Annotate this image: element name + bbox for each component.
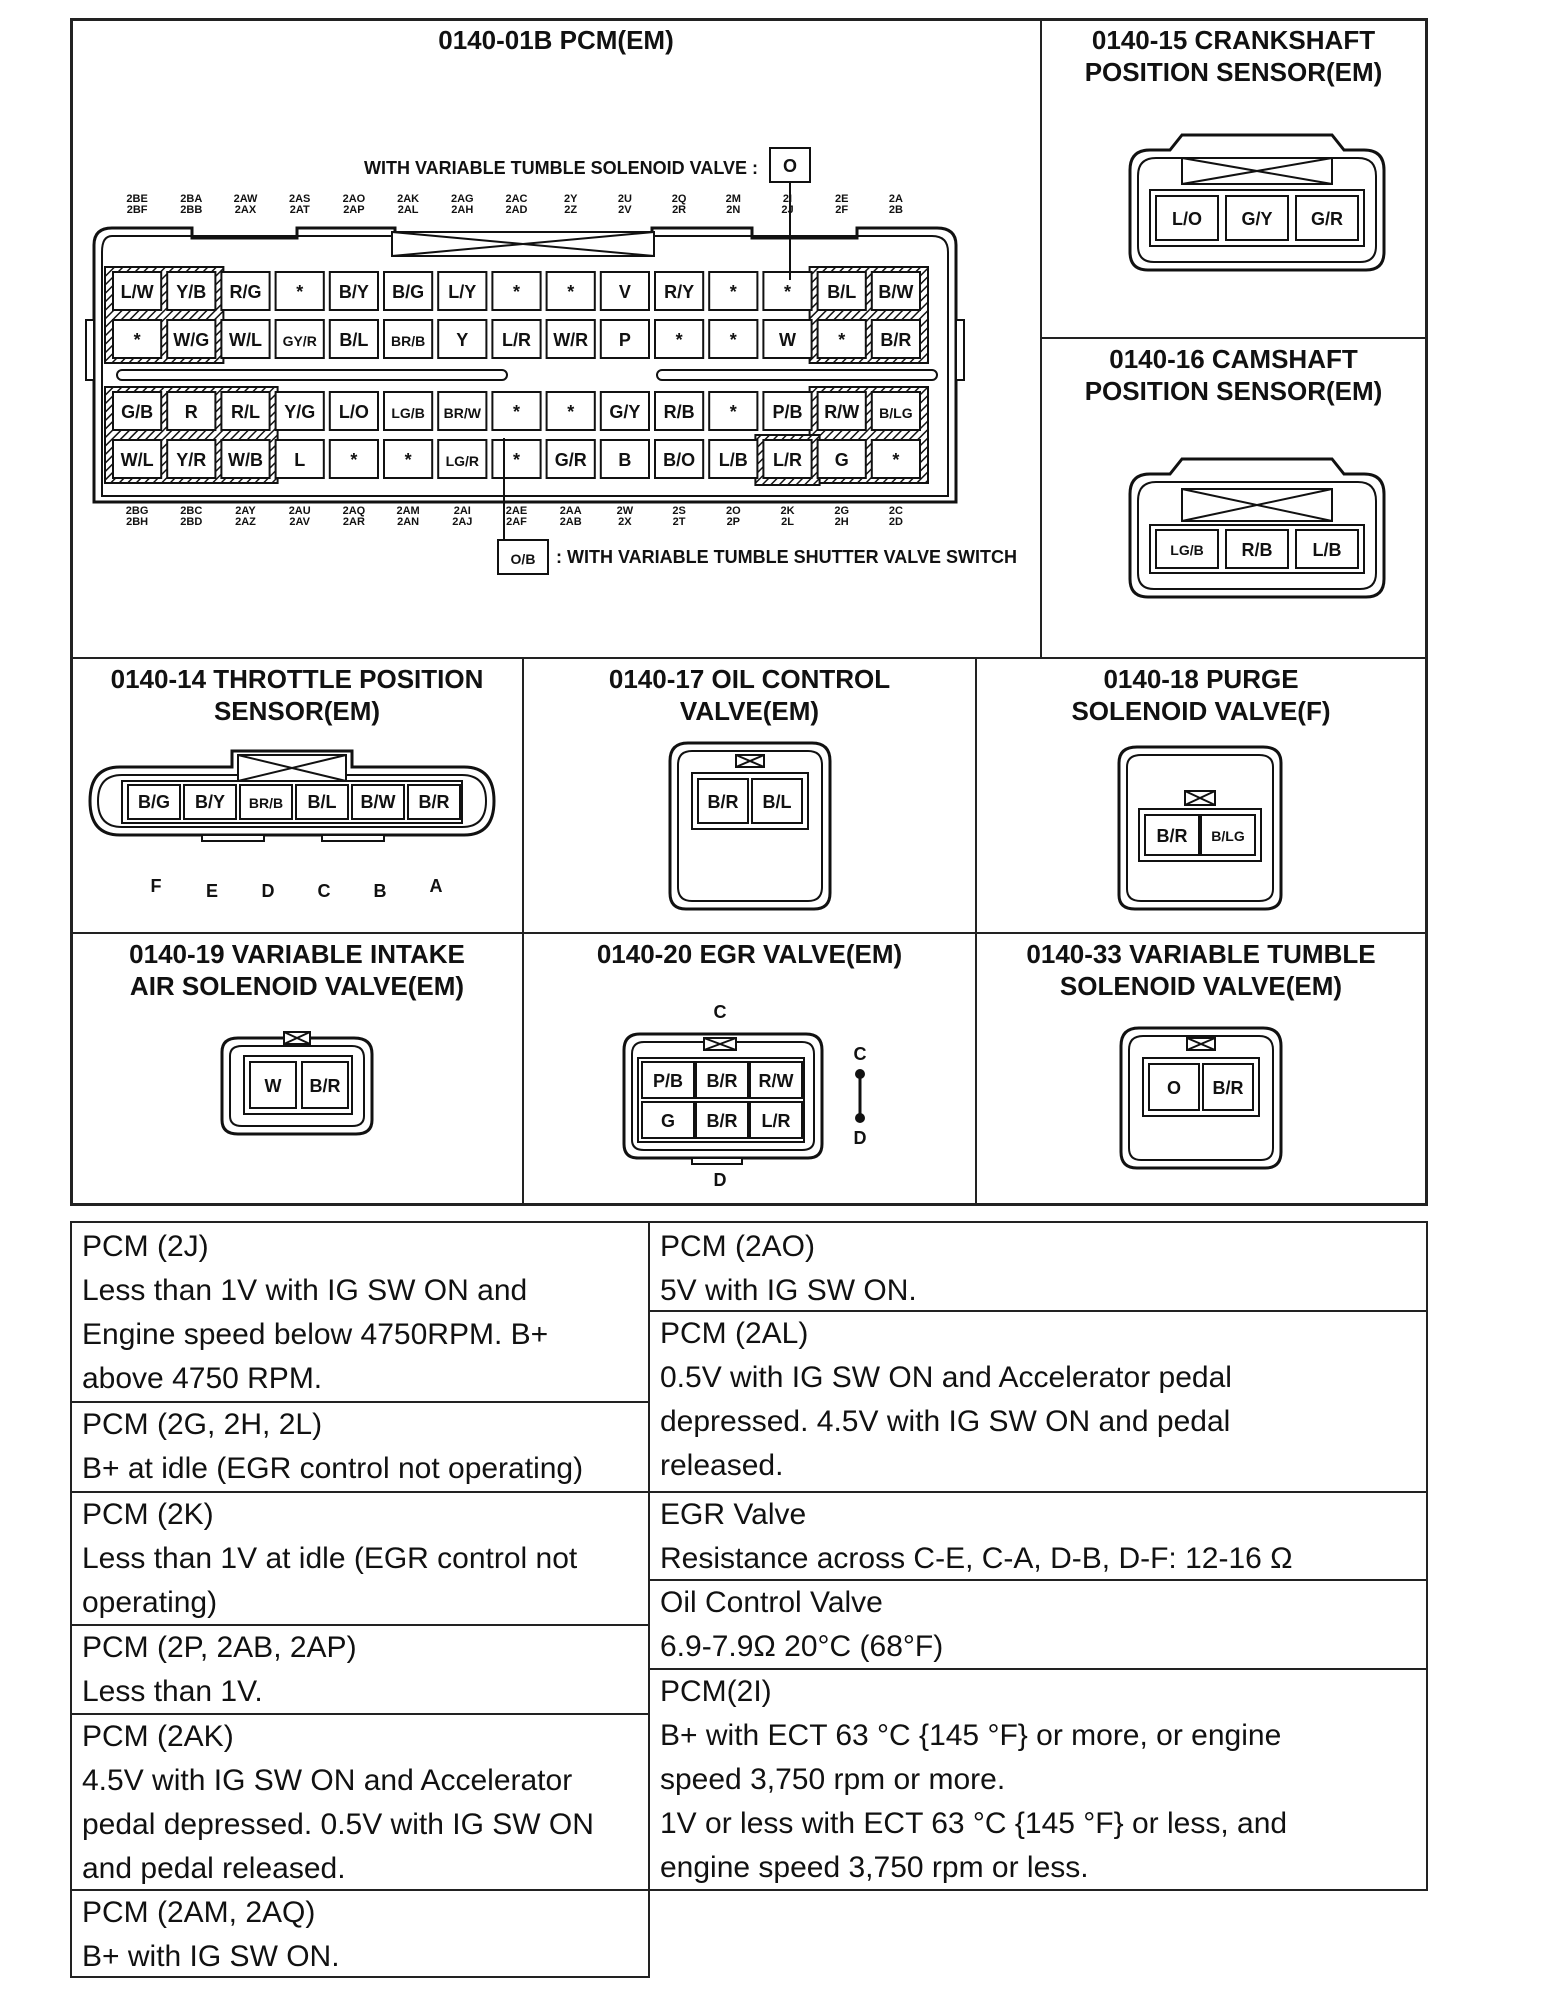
pcm-pin-label: V [618, 282, 631, 302]
spec-line: B+ with ECT 63 °C {145 °F} or more, or engine [660, 1719, 1282, 1752]
pcm-pin-number: 2AK [397, 193, 420, 205]
pcm-pin-number: 2AI [453, 505, 471, 517]
tumble-valve-note: WITH VARIABLE TUMBLE SOLENOID VALVE : [364, 158, 758, 178]
pcm-pin-number: 2O [725, 505, 741, 517]
spec-pcm-2ao [650, 1225, 1426, 1313]
pcm-pin-label: L/W [120, 282, 154, 302]
pcm-pin-label: R/L [231, 402, 260, 422]
pcm-pin-number: 2U [617, 193, 632, 205]
pcm-pin-number: 2H [834, 516, 849, 528]
pcm-pin-label: W/L [229, 330, 262, 350]
throttle-pin-3: BR/B [248, 795, 284, 811]
spec-egr-valve [650, 1493, 1426, 1581]
pcm-pin-number: 2AL [397, 204, 419, 216]
spec-head: PCM (2AM, 2AQ) [82, 1896, 316, 1929]
pcm-pin-label: * [512, 282, 521, 302]
spec-line: engine speed 3,750 rpm or less. [660, 1851, 1089, 1884]
pcm-pin-number: 2AW [233, 193, 258, 205]
pcm-pin-label: B/G [392, 282, 425, 302]
pcm-pin-label: GY/R [282, 333, 317, 349]
egr-label-d-bottom: D [713, 1170, 727, 1190]
pcm-pin-label: R/W [824, 402, 860, 422]
egr-legend-d: D [853, 1128, 867, 1148]
pcm-pin-label: BR/B [390, 333, 426, 349]
pcm-pin-number: 2D [888, 516, 903, 528]
pcm-pin-label: B/L [339, 330, 369, 350]
pcm-pin-number: 2AD [505, 204, 528, 216]
spec-pcm-2al [650, 1312, 1426, 1488]
spec-line: Less than 1V at idle (EGR control not [82, 1542, 578, 1575]
egr-pin-6: L/R [761, 1111, 791, 1131]
spec-line: and pedal released. [82, 1852, 346, 1885]
spec-line: released. [660, 1449, 784, 1482]
pcm-pin-number: 2AX [234, 204, 257, 216]
cam-pin-2: R/B [1241, 540, 1273, 560]
table-top [70, 1221, 1428, 1223]
pcm-pin-number: 2I [782, 193, 793, 205]
spec-oil-control-valve [650, 1581, 1426, 1669]
intake-title-line1: 0140-19 VARIABLE INTAKE [129, 939, 465, 969]
pcm-pin-number: 2W [616, 505, 634, 517]
throttle-pin-6: B/R [418, 792, 450, 812]
pcm-pin-label: L/Y [448, 282, 477, 302]
pcm-pin-label: L [294, 450, 306, 470]
pcm-pin-label: * [350, 450, 358, 470]
egr-label-c-top: C [713, 1002, 727, 1022]
pcm-pin-number: 2E [834, 193, 849, 205]
purge-title-line2: SOLENOID VALVE(F) [1071, 696, 1331, 726]
spec-head: PCM(2I) [660, 1675, 772, 1708]
crank-pin-1: L/O [1172, 209, 1202, 229]
camshaft-title-line2: POSITION SENSOR(EM) [1084, 376, 1383, 406]
pcm-pin-number: 2AM [396, 505, 420, 517]
crank-pin-2: G/Y [1241, 209, 1273, 229]
pcm-pin-number: 2AV [289, 516, 310, 528]
pcm-pin-number: 2AN [397, 516, 420, 528]
pcm-pin-label: * [512, 450, 521, 470]
crankshaft-title-line2: POSITION SENSOR(EM) [1084, 57, 1383, 87]
pcm-pin-number: 2L [781, 516, 794, 528]
pcm-pin-label: * [675, 330, 683, 350]
egr-pin-4: G [660, 1111, 676, 1131]
tumble-pin-1: O [1166, 1078, 1182, 1098]
pcm-pin-label: L/B [718, 450, 748, 470]
pcm-pin-number: 2X [618, 516, 632, 528]
purge-pin-2: B/LG [1211, 828, 1245, 844]
pcm-pin-number: 2Q [671, 193, 687, 205]
tumble-title-line1: 0140-33 VARIABLE TUMBLE [1026, 939, 1376, 969]
pcm-pin-number: 2K [780, 505, 795, 517]
pcm-pin-label: R/G [229, 282, 262, 302]
pcm-pin-label: W [779, 330, 796, 350]
pcm-pin-label: * [567, 402, 575, 422]
spec-line: above 4750 RPM. [82, 1362, 323, 1395]
pcm-pin-label: * [512, 402, 521, 422]
pcm-pin-number: 2AC [505, 193, 528, 205]
pcm-pin-number: 2C [888, 505, 903, 517]
spec-line: B+ at idle (EGR control not operating) [82, 1452, 584, 1485]
spec-head: PCM (2J) [82, 1230, 209, 1263]
spec-head: PCM (2AK) [82, 1720, 234, 1753]
spec-line: 0.5V with IG SW ON and Accelerator pedal [660, 1361, 1232, 1394]
pcm-pin-number: 2Z [564, 204, 578, 216]
pcm-pin-number: 2AJ [452, 516, 473, 528]
cam-pin-1: LG/B [1170, 542, 1204, 558]
spec-pcm-2am-2aq [72, 1891, 648, 1979]
spec-line: 1V or less with ECT 63 °C {145 °F} or less, and [660, 1807, 1288, 1840]
pcm-pin-label: * [892, 450, 900, 470]
spec-line: pedal depressed. 0.5V with IG SW ON [82, 1808, 594, 1841]
pcm-pin-label: R/Y [664, 282, 695, 302]
pcm-pin-label: * [296, 282, 304, 302]
pcm-pin-label: Y/G [284, 402, 316, 422]
spec-head: PCM (2G, 2H, 2L) [82, 1408, 323, 1441]
spec-line: operating) [82, 1586, 218, 1619]
oil-control-title-line2: VALVE(EM) [679, 696, 820, 726]
throttle-pin-4: B/L [307, 792, 337, 812]
spec-head: Oil Control Valve [660, 1586, 883, 1619]
pcm-pin-label: B/Y [338, 282, 369, 302]
spec-head: PCM (2AL) [660, 1317, 809, 1350]
pcm-pin-number: 2AS [288, 193, 311, 205]
pcm-pin-label: B [618, 450, 632, 470]
pcm-pin-number: 2AQ [342, 505, 366, 517]
pcm-pin-number: 2S [672, 505, 686, 517]
pcm-pin-number: 2N [726, 204, 741, 216]
oil-pin-1: B/R [707, 792, 739, 812]
pcm-pin-number: 2AP [343, 204, 365, 216]
pcm-pin-number: 2G [834, 505, 850, 517]
pcm-pin-label: G/R [554, 450, 587, 470]
pcm-pin-number: 2BF [126, 204, 148, 216]
spec-line: speed 3,750 rpm or more. [660, 1763, 1006, 1796]
pcm-pin-number: 2V [618, 204, 632, 216]
pcm-pin-number: 2AZ [235, 516, 256, 528]
pcm-pin-number: 2BE [126, 193, 148, 205]
pcm-pin-label: LG/R [445, 453, 480, 469]
egr-pin-5: B/R [706, 1111, 738, 1131]
pcm-pin-label: * [729, 402, 737, 422]
pcm-pin-label: W/G [173, 330, 210, 350]
throttle-title-line2: SENSOR(EM) [213, 696, 381, 726]
pcm-pin-number: 2AH [451, 204, 474, 216]
pcm-pin-number: 2BB [180, 204, 203, 216]
shutter-switch-note: : WITH VARIABLE TUMBLE SHUTTER VALVE SWITCH [556, 547, 1017, 567]
pcm-pin-label: B/O [663, 450, 696, 470]
pcm-pin-number: 2F [835, 204, 849, 216]
crankshaft-title-line1: 0140-15 CRANKSHAFT [1091, 25, 1376, 55]
pcm-pin-number: 2A [888, 193, 903, 205]
spec-line: 5V with IG SW ON. [660, 1274, 917, 1307]
pcm-pin-label: B/W [878, 282, 914, 302]
egr-legend-c: C [853, 1044, 867, 1064]
spec-pcm-2k [72, 1493, 648, 1625]
pcm-pin-label: W/B [228, 450, 263, 470]
pcm-pin-label: P [618, 330, 631, 350]
pcm-pin-label: W/L [120, 450, 154, 470]
spec-line: 6.9-7.9Ω 20°C (68°F) [660, 1630, 944, 1663]
pcm-pin-number: 2AT [289, 204, 310, 216]
pcm-pin-label: P/B [772, 402, 803, 422]
pcm-pin-number: 2AA [559, 505, 582, 517]
spec-head: PCM (2AO) [660, 1230, 816, 1263]
pcm-pin-label: * [729, 330, 737, 350]
egr-pin-1: P/B [652, 1071, 684, 1091]
pcm-pin-number: 2J [781, 204, 794, 216]
pcm-pin-label: * [133, 330, 141, 350]
pcm-title: 0140-01B PCM(EM) [438, 25, 674, 55]
pcm-pin-label: * [783, 282, 792, 302]
pcm-pin-label: * [404, 450, 412, 470]
spec-line: B+ with IG SW ON. [82, 1940, 340, 1973]
pcm-pin-label: * [729, 282, 737, 302]
throttle-pin-1: B/G [137, 792, 171, 812]
purge-title-line1: 0140-18 PURGE [1103, 664, 1299, 694]
pcm-pin-number: 2BA [180, 193, 203, 205]
pcm-pin-label: G [834, 450, 849, 470]
pcm-pin-number: 2AG [450, 193, 474, 205]
egr-title: 0140-20 EGR VALVE(EM) [596, 939, 903, 969]
pcm-pin-label: * [567, 282, 575, 302]
intake-pin-1: W [264, 1076, 282, 1096]
pcm-pin-label: R [184, 402, 198, 422]
spec-pcm-2i [650, 1670, 1426, 1890]
egr-pin-3: R/W [758, 1071, 794, 1091]
cam-pin-3: L/B [1312, 540, 1342, 560]
pcm-pin-number: 2Y [563, 193, 578, 205]
pcm-pin-label: B/L [827, 282, 857, 302]
egr-pin-2: B/R [706, 1071, 738, 1091]
pcm-pin-number: 2AE [505, 505, 528, 517]
pcm-pin-label: Y/R [176, 450, 207, 470]
table-right [1426, 1221, 1428, 1891]
pcm-pin-number: 2BG [125, 505, 149, 517]
spec-pcm-2ak [72, 1715, 648, 1891]
pcm-pin-label: Y/B [176, 282, 207, 302]
crank-pin-3: G/R [1310, 209, 1344, 229]
purge-pin-1: B/R [1156, 826, 1188, 846]
throttle-letter-c: C [317, 881, 331, 901]
throttle-letter-d: D [261, 881, 275, 901]
throttle-letter-f: F [150, 876, 162, 896]
spec-pcm-2p-2ab-2ap [72, 1626, 648, 1714]
spec-pcm-2j [72, 1225, 648, 1401]
pcm-pin-number: 2BD [180, 516, 203, 528]
pcm-pin-number: 2B [888, 204, 903, 216]
pcm-pin-number: 2R [672, 204, 687, 216]
pcm-pin-number: 2AB [559, 516, 582, 528]
pcm-pin-label: W/R [553, 330, 589, 350]
spec-head: EGR Valve [660, 1498, 807, 1531]
pcm-pin-label: * [838, 330, 846, 350]
pcm-pin-number: 2P [726, 516, 741, 528]
oil-control-title-line1: 0140-17 OIL CONTROL [608, 664, 891, 694]
pcm-pin-number: 2M [725, 193, 741, 205]
pcm-pin-label: B/LG [879, 405, 913, 421]
pcm-pin-number: 2AF [506, 516, 527, 528]
spec-line: Less than 1V. [82, 1675, 263, 1708]
intake-title-line2: AIR SOLENOID VALVE(EM) [129, 971, 465, 1001]
pcm-pin-number: 2AR [342, 516, 365, 528]
spec-line: depressed. 4.5V with IG SW ON and pedal [660, 1405, 1231, 1438]
throttle-letter-a: A [429, 876, 443, 896]
oil-pin-2: B/L [762, 792, 792, 812]
pcm-pin-number: 2AU [288, 505, 311, 517]
spec-head: PCM (2K) [82, 1498, 214, 1531]
tumble-pin-2: B/R [1212, 1078, 1244, 1098]
pcm-pin-label: Y [456, 330, 469, 350]
pcm-pin-label: BR/W [443, 405, 481, 421]
tumble-valve-pin: O [782, 156, 798, 176]
pcm-pin-number: 2AO [342, 193, 366, 205]
pcm-pin-number: 2AY [235, 505, 256, 517]
spec-head: PCM (2P, 2AB, 2AP) [82, 1631, 357, 1664]
pcm-pin-label: LG/B [391, 405, 425, 421]
spec-line: Engine speed below 4750RPM. B+ [82, 1318, 549, 1351]
pcm-pin-label: L/R [773, 450, 802, 470]
spec-line: 4.5V with IG SW ON and Accelerator [82, 1764, 573, 1797]
throttle-letter-b: B [373, 881, 387, 901]
pcm-pin-label: G/Y [609, 402, 641, 422]
pcm-pin-number: 2BH [126, 516, 149, 528]
shutter-switch-pin: O/B [510, 551, 536, 567]
spec-line: Less than 1V with IG SW ON and [82, 1274, 528, 1307]
throttle-pin-2: B/Y [194, 792, 226, 812]
throttle-pin-5: B/W [360, 792, 396, 812]
spec-pcm-2g-2h-2l [72, 1403, 648, 1491]
pcm-pin-label: B/R [880, 330, 912, 350]
tumble-title-line2: SOLENOID VALVE(EM) [1059, 971, 1343, 1001]
pcm-pin-label: R/B [663, 402, 695, 422]
pcm-pin-number: 2T [672, 516, 686, 528]
pcm-pin-label: L/R [502, 330, 531, 350]
spec-line: Resistance across C-E, C-A, D-B, D-F: 12-16 Ω [660, 1542, 1293, 1575]
camshaft-title-line1: 0140-16 CAMSHAFT [1109, 344, 1358, 374]
intake-pin-2: B/R [309, 1076, 341, 1096]
pcm-pin-label: L/O [338, 402, 369, 422]
pcm-pin-number: 2BC [180, 505, 203, 517]
throttle-title-line1: 0140-14 THROTTLE POSITION [110, 664, 484, 694]
throttle-letter-e: E [205, 881, 219, 901]
pcm-pin-label: G/B [121, 402, 154, 422]
